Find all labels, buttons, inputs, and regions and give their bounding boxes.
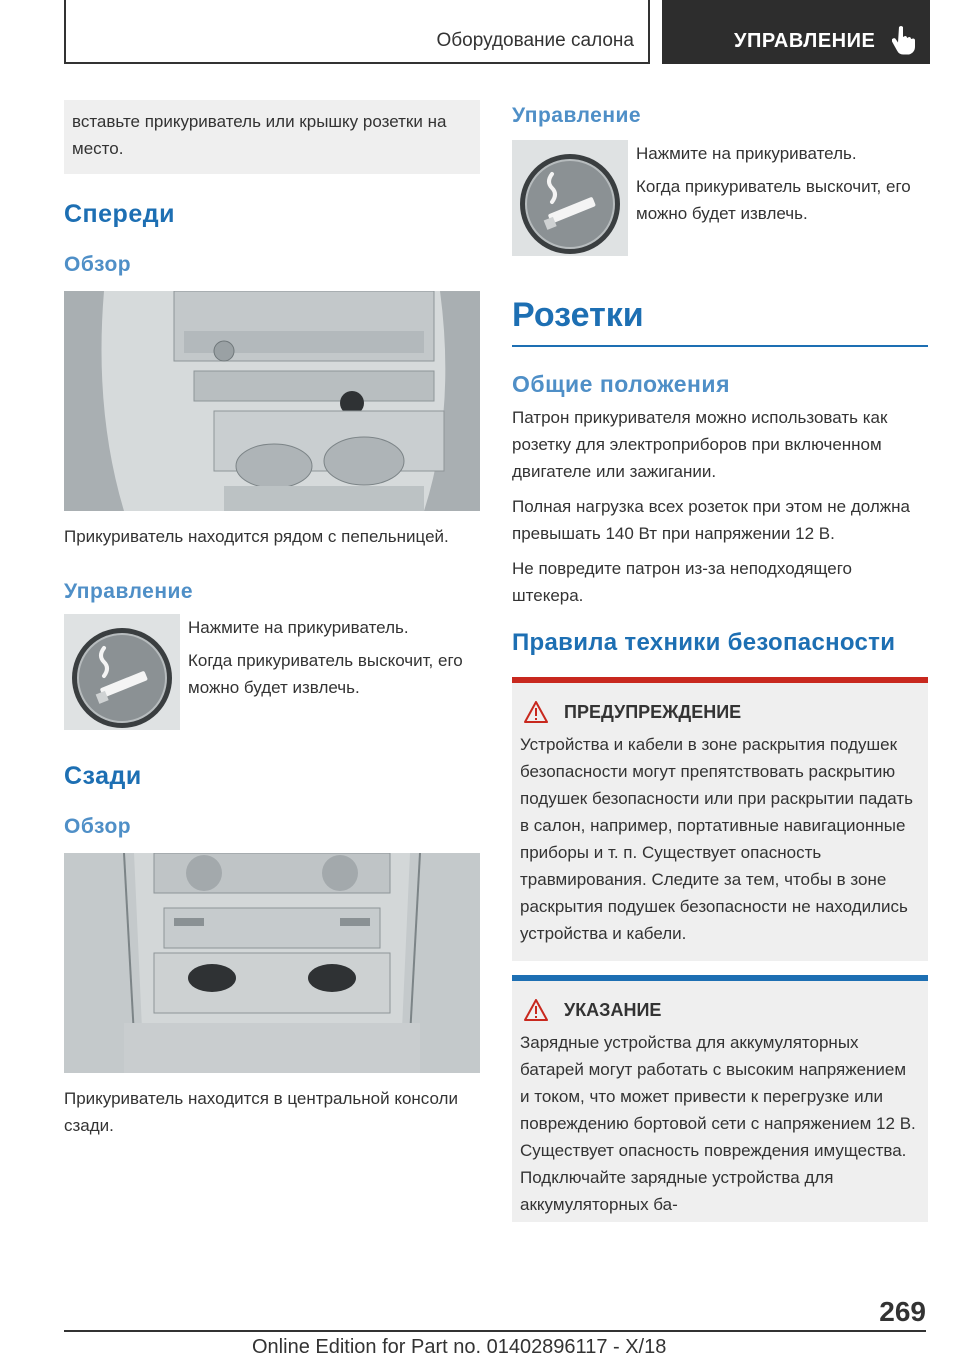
sockets-heading: Розетки <box>512 296 644 334</box>
general-p2: Полная нагрузка всех розеток при этом не должна превышать 140 Вт при напряжении 12 В. <box>512 497 910 543</box>
rear-console-photo <box>64 853 480 1073</box>
notice-box <box>512 975 928 1222</box>
safety-heading: Правила техники безопасности <box>512 629 896 656</box>
rear-heading: Сзади <box>64 762 142 790</box>
right-column <box>512 100 928 1222</box>
front-heading: Спереди <box>64 200 175 228</box>
rear-lighter-image <box>512 140 628 256</box>
front-control-p1: Нажмите на прикуриватель. <box>188 618 409 637</box>
rear-control-p2: Когда прикуриватель выскочит, его можно будет извлечь. <box>636 177 911 223</box>
front-control-block <box>64 614 480 730</box>
section-tab-label: Оборудование салона <box>436 30 634 51</box>
warning-header <box>512 683 928 723</box>
rear-control-heading: Управление <box>512 104 642 127</box>
hand-pointer-icon <box>892 25 918 55</box>
notice-header <box>512 981 928 1021</box>
cigarette-lighter-icon <box>64 614 180 730</box>
front-control-heading: Управление <box>64 580 194 603</box>
general-heading: Общие положения <box>512 371 730 397</box>
chapter-tab-label: УПРАВЛЕНИЕ <box>734 30 876 52</box>
general-p1: Патрон прикуривателя можно использовать как розетку для электроприборов при включенном двигателе или зажигании. <box>512 408 888 481</box>
front-console-photo <box>64 291 480 511</box>
rear-control-p1: Нажмите на прикуриватель. <box>636 144 857 163</box>
general-p3: Не повредите патрон из-за неподходящего штекера. <box>512 559 852 605</box>
section-tab[interactable] <box>64 0 650 64</box>
chapter-tab[interactable] <box>662 0 930 64</box>
rear-overview-heading: Обзор <box>64 815 132 838</box>
edition-line: Online Edition for Part no. 01402896117 - X/18 <box>252 1336 667 1358</box>
cigarette-lighter-icon <box>512 140 628 256</box>
sockets-rule <box>512 345 928 347</box>
rear-photo-caption: Прикуриватель находится в центральной консоли сзади. <box>64 1089 458 1135</box>
warning-triangle-icon <box>524 701 548 723</box>
warning-text: Устройства и кабели в зоне раскрытия подушек безопасности могут препятствовать раскрытию подушек безопасности или при раскрытии падать в салон, например, портативные навигационные приборы и т. п. Существует опасность травмирования. Следите за тем, чтобы в зоне раскрытия подушек безопасности не находились устройства и кабели. <box>520 735 913 943</box>
front-control-text <box>180 614 480 730</box>
warning-title: ПРЕДУПРЕЖДЕНИЕ <box>564 701 742 722</box>
notice-text: Зарядные устройства для аккумуляторных батарей могут работать с высоким напряжением и током, что может привести к перегрузке или повреждению бортовой сети с напряжением 12 В. Существует опасность повреждения имущества. Подключайте зарядные устройства для аккумуляторных ба- <box>520 1033 916 1214</box>
front-photo-caption: Прикуриватель находится рядом с пепельницей. <box>64 527 449 546</box>
rear-control-block <box>512 140 928 256</box>
front-lighter-image <box>64 614 180 730</box>
page-header <box>64 0 930 64</box>
notice-title: УКАЗАНИЕ <box>564 999 662 1020</box>
rear-console-illustration <box>64 853 480 1073</box>
intro-note: вставьте прикуриватель или крышку розетки на место. <box>64 100 480 174</box>
front-console-illustration <box>64 291 480 511</box>
page-number: 269 <box>879 1296 926 1327</box>
notice-triangle-icon <box>524 999 548 1021</box>
footer-rule <box>64 1330 926 1332</box>
rear-control-text <box>628 140 928 256</box>
front-control-p2: Когда прикуриватель выскочит, его можно будет извлечь. <box>188 651 463 697</box>
left-column <box>64 100 480 1139</box>
front-overview-heading: Обзор <box>64 253 132 276</box>
warning-box <box>512 677 928 961</box>
